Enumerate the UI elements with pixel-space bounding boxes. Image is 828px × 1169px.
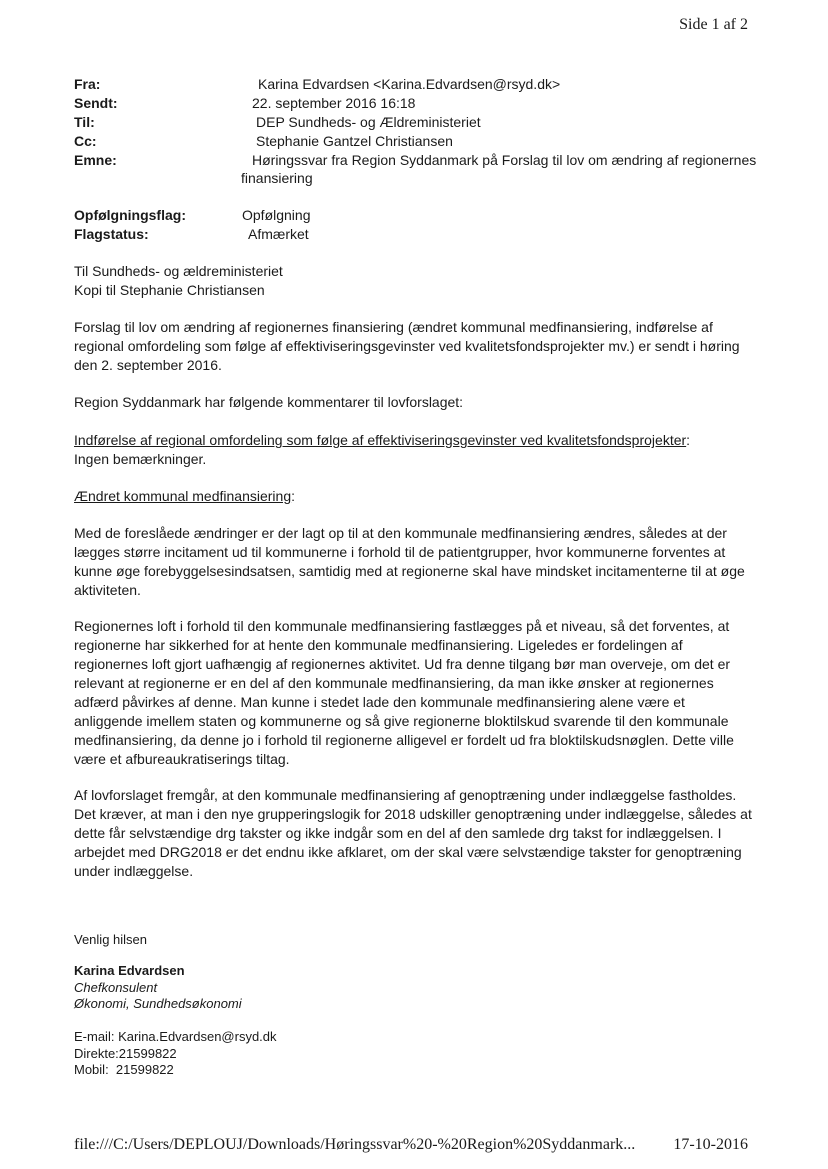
footer-file-path: file:///C:/Users/DEPLOUJ/Downloads/Høringssvar%20-%20Region%20Syddanmark... <box>74 1136 636 1153</box>
section-heading-1 <box>74 431 754 450</box>
cc-value: Stephanie Gantzel Christiansen <box>256 133 453 149</box>
signature-block <box>74 963 242 1013</box>
from-label: Fra: <box>74 76 101 92</box>
cc-label: Cc: <box>74 133 97 149</box>
direct-line <box>74 1046 277 1063</box>
email-label: E-mail: <box>74 1029 115 1044</box>
paragraph-regional-ceiling: Regionernes loft i forhold til den kommunale medfinansiering fastlægges på et niveau, så det forventes, at regionerne har sikkerhed for at hente den kommunale medfinansiering. Ligeledes er fordelingen af regionernes loft gjort uafhængig af regionernes aktivitet. Ud fra denne tilgang bør man overveje, om det er relevant at regionerne er en del af den kommunale medfinansiering, da man ikke ønsker at regionernes adfærd påvirkes af denne. Man kunne i stedet lade den kommunale medfinansiering alene være et anliggende imellem staten og kommunerne og så give regionerne bloktilskud svarende til den kommunale medfinansiering, da denne jo i forhold til regionerne alligevel er fordelt ud fra bloktilskudsnøglen. Dette ville være et afbureaukratiserings tiltag. <box>74 618 734 767</box>
sent-value: 22. september 2016 16:18 <box>252 95 416 111</box>
intro-paragraph: Forslag til lov om ændring af regionernes finansiering (ændret kommunal medfinansiering, indførelse af regional omfordeling som følge af effektiviseringsgevinster ved kvalitetsfondsprojekter mv.) er sendt i høring den 2. september 2016. <box>74 319 740 373</box>
flag-status-label: Flagstatus: <box>74 226 149 242</box>
section-heading-2 <box>74 487 754 506</box>
section-1-text: Ingen bemærkninger. <box>74 451 207 467</box>
signature-name: Karina Edvardsen <box>74 963 185 978</box>
greeting: Venlig hilsen <box>74 932 147 947</box>
to-value: DEP Sundheds- og Ældreministeriet <box>256 114 481 130</box>
followup-flag-value: Opfølgning <box>242 207 311 223</box>
direct-label: Direkte: <box>74 1045 119 1061</box>
page-number: Side 1 af 2 <box>679 16 748 33</box>
subject-label: Emne: <box>74 152 117 168</box>
sent-label: Sendt: <box>74 95 118 111</box>
recipients <box>74 262 754 300</box>
mobile-line <box>74 1062 277 1079</box>
followup-flag-label: Opfølgningsflag: <box>74 207 186 223</box>
contact-block <box>74 1029 277 1079</box>
mobile-phone: 21599822 <box>115 1062 174 1077</box>
email-line <box>74 1029 277 1046</box>
flag-status-value: Afmærket <box>248 226 309 242</box>
to-label: Til: <box>74 114 95 130</box>
mobile-label: Mobil: <box>74 1062 109 1077</box>
comments-intro: Region Syddanmark har følgende kommentarer til lovforslaget: <box>74 394 464 410</box>
subject-value-line2: finansiering <box>241 170 313 186</box>
section-heading-2-colon: : <box>291 488 295 504</box>
email-link[interactable]: Karina.Edvardsen@rsyd.dk <box>118 1029 277 1044</box>
signature-title: Chefkonsulent <box>74 979 158 995</box>
paragraph-changes: Med de foreslåede ændringer er der lagt op til at den kommunale medfinansiering ændres, således at der lægges større incitament ud til kommunerne i forhold til de patientgrupper, hvor kommunerne forventes at kunne øge forebyggelsesindsatsen, samtidig med at regionerne skal have mindsket incitamenterne til at øge aktiviteten. <box>74 525 745 598</box>
direct-phone: 21599822 <box>118 1045 177 1061</box>
subject-value-line1: Høringssvar fra Region Syddanmark på Forslag til lov om ændring af regionernes <box>252 152 757 168</box>
footer-date: 17-10-2016 <box>673 1136 748 1153</box>
from-value: Karina Edvardsen <Karina.Edvardsen@rsyd.dk> <box>258 76 561 92</box>
signature-department: Økonomi, Sundhedsøkonomi <box>74 996 242 1011</box>
section-regional-redistribution <box>74 431 754 469</box>
recipient-line-2: Kopi til Stephanie Christiansen <box>74 282 265 298</box>
section-heading-2-text: Ændret kommunal medfinansiering <box>74 488 292 504</box>
section-heading-1-text: Indførelse af regional omfordeling som følge af effektiviseringsgevinster ved kvalitetsfondsprojekter <box>74 432 687 448</box>
section-heading-1-colon: : <box>686 432 691 448</box>
paragraph-rehabilitation: Af lovforslaget fremgår, at den kommunale medfinansiering af genoptræning under indlæggelse fastholdes. Det kræver, at man i den nye grupperingslogik for 2018 udskiller genoptræning under indlæggelse, således at dette får selvstændige drg takster og ikke indgår som en del af den samlede drg takst for indlæggelsen. I arbejdet med DRG2018 er det endnu ikke afklaret, om der skal være selvstændige takster for genoptræning under indlæggelse. <box>74 787 752 879</box>
recipient-line-1: Til Sundheds- og ældreministeriet <box>74 263 283 279</box>
